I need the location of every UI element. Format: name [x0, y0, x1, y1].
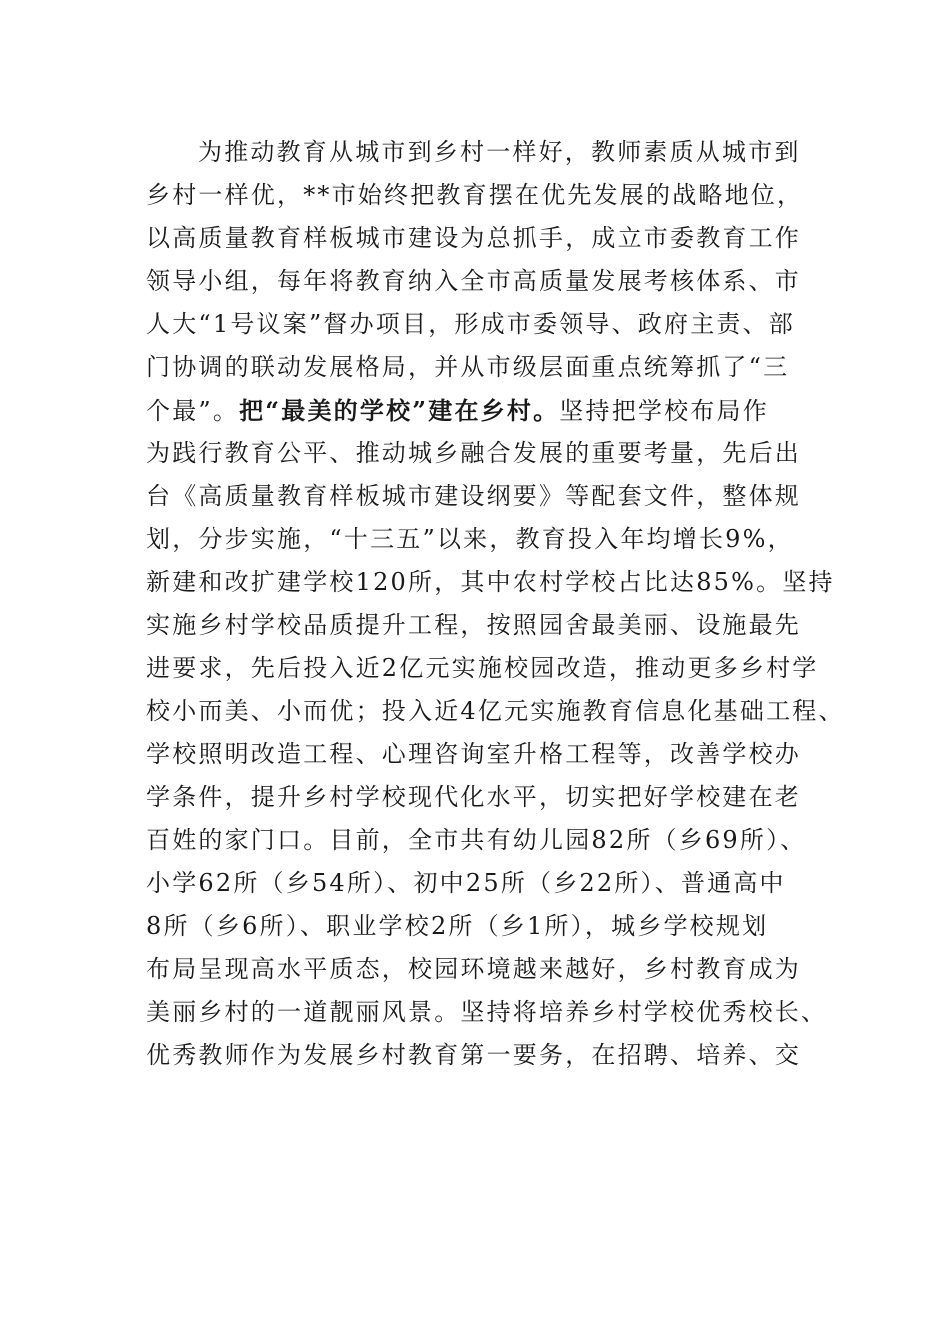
text-line-7 [146, 389, 836, 432]
text-line-22: 优秀教师作为发展乡村教育第一要务，在招聘、培养、交 [146, 1041, 801, 1069]
text-line-10: 划，分步实施，“十三五”以来，教育投入年均增长9%， [146, 525, 794, 553]
text-line-2: 乡村一样优，**市始终把教育摆在优先发展的战略地位， [146, 181, 804, 209]
text-line-12: 实施乡村学校品质提升工程，按照园舍最美丽、设施最先 [146, 611, 801, 639]
text-line-15: 学校照明改造工程、心理咨询室升格工程等，改善学校办 [146, 740, 801, 768]
text-line-13: 进要求，先后投入近2亿元实施校园改造，推动更多乡村学 [146, 654, 819, 682]
text-line-7-suffix: 坚持把学校布局作 [559, 397, 769, 425]
body-paragraph [146, 131, 845, 1077]
text-line-14: 校小而美、小而优；投入近4亿元实施教育信息化基础工程、 [146, 697, 845, 725]
text-line-11: 新建和改扩建学校120所，其中农村学校占比达85%。坚持 [146, 568, 835, 596]
text-line-17: 百姓的家门口。目前，全市共有幼儿园82所（乡69所）、 [146, 826, 807, 854]
text-line-6: 门协调的联动发展格局，并从市级层面重点统筹抓了“三 [146, 353, 790, 381]
text-line-19: 8所（乡6所）、职业学校2所（乡1所），城乡学校规划 [146, 912, 769, 940]
text-line-1: 为推动教育从城市到乡村一样好，教师素质从城市到 [198, 138, 801, 166]
text-line-7-prefix: 个最”。 [146, 397, 240, 425]
text-line-9: 台《高质量教育样板城市建设纲要》等配套文件，整体规 [146, 482, 801, 510]
bold-heading-beautiful-schools: 把“最美的学校”建在乡村。 [239, 396, 560, 425]
text-line-5: 人大“1号议案”督办项目，形成市委领导、政府主责、部 [146, 310, 796, 338]
text-line-21: 美丽乡村的一道靓丽风景。坚持将培养乡村学校优秀校长、 [146, 998, 828, 1026]
text-line-8: 为践行教育公平、推动城乡融合发展的重要考量，先后出 [146, 439, 801, 467]
text-line-20: 布局呈现高水平质态，校园环境越来越好，乡村教育成为 [146, 955, 801, 983]
text-line-16: 学条件，提升乡村学校现代化水平，切实把好学校建在老 [146, 783, 801, 811]
text-line-4: 领导小组，每年将教育纳入全市高质量发展考核体系、市 [146, 267, 801, 295]
text-line-18: 小学62所（乡54所）、初中25所（乡22所）、普通高中 [146, 869, 786, 897]
text-line-3: 以高质量教育样板城市建设为总抓手，成立市委教育工作 [146, 224, 801, 252]
